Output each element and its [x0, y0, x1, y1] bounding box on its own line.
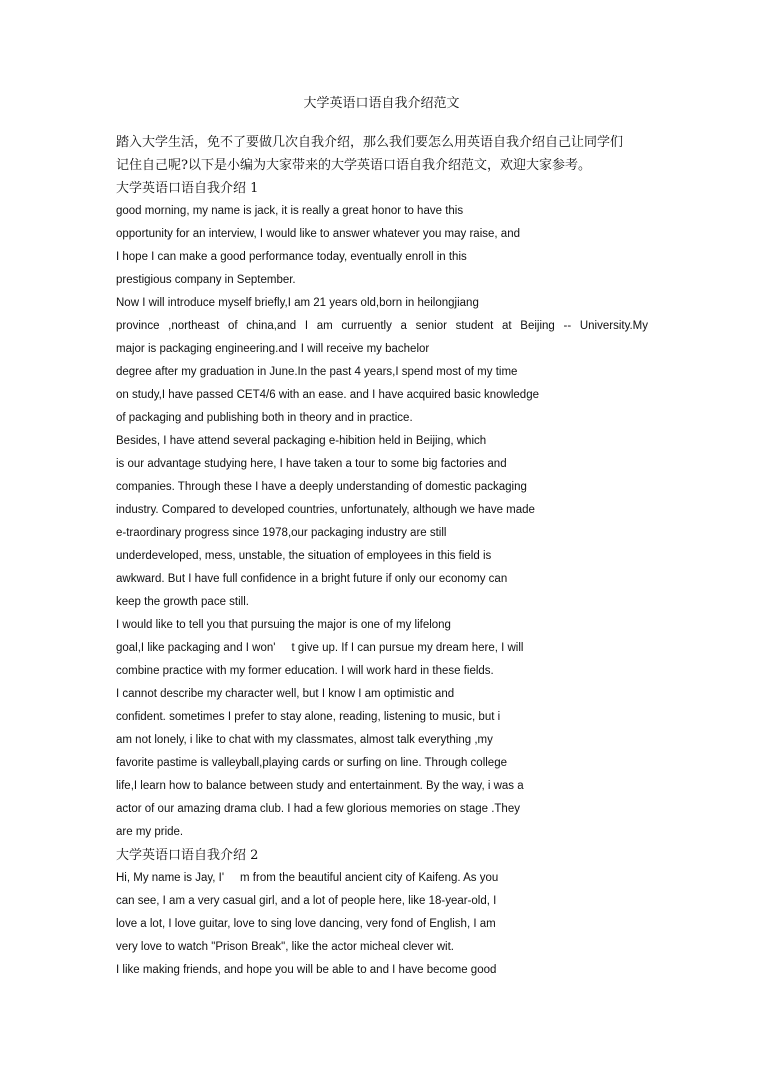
paragraph-line: are my pride.	[116, 826, 184, 838]
paragraph-line: I would like to tell you that pursuing the major is one of my lifelong	[116, 619, 451, 631]
paragraph-line: on study,I have passed CET4/6 with an ease. and I have acquired basic knowledge	[116, 389, 539, 401]
paragraph-line: awkward. But I have full confidence in a bright future if only our economy can	[116, 573, 508, 585]
document-title: 大学英语口语自我介绍范文	[303, 96, 460, 111]
paragraph-line: opportunity for an interview, I would like to answer whatever you may raise, and	[116, 228, 520, 240]
section-heading-1: 大学英语口语自我介绍 1	[116, 181, 259, 196]
paragraph-line: underdeveloped, mess, unstable, the situation of employees in this field is	[116, 550, 492, 562]
paragraph-line: keep the growth pace still.	[116, 596, 249, 608]
paragraph-line: I cannot describe my character well, but I know I am optimistic and	[116, 688, 455, 700]
intro-line: 踏入大学生活，免不了要做几次自我介绍，那么我们要怎么用英语自我介绍自己让同学们	[116, 135, 624, 150]
paragraph-line: very love to watch "Prison Break", like the actor micheal clever wit.	[116, 941, 454, 953]
document-body	[116, 131, 656, 982]
paragraph-line: industry. Compared to developed countries, unfortunately, although we have made	[116, 504, 535, 516]
paragraph-line: goal,I like packaging and I won' t give up. If I can pursue my dream here, I will	[116, 642, 524, 654]
paragraph-line: e-traordinary progress since 1978,our packaging industry are still	[116, 527, 447, 539]
paragraph-line: good morning, my name is jack, it is really a great honor to have this	[116, 205, 464, 217]
paragraph-line: major is packaging engineering.and I will receive my bachelor	[116, 343, 430, 355]
section-heading-2: 大学英语口语自我介绍 2	[116, 848, 259, 863]
paragraph-line: Now I will introduce myself briefly,I am 21 years old,born in heilongjiang	[116, 297, 479, 309]
paragraph-line: Besides, I have attend several packaging e-hibition held in Beijing, which	[116, 435, 487, 447]
paragraph-line: love a lot, I love guitar, love to sing love dancing, very fond of English, I am	[116, 918, 496, 930]
paragraph-line: I like making friends, and hope you will be able to and I have become good	[116, 964, 497, 976]
paragraph-line: Hi, My name is Jay, I' m from the beautiful ancient city of Kaifeng. As you	[116, 872, 499, 884]
paragraph-line: degree after my graduation in June.In the past 4 years,I spend most of my time	[116, 366, 518, 378]
paragraph-line: prestigious company in September.	[116, 274, 296, 286]
paragraph-line: I hope I can make a good performance today, eventually enroll in this	[116, 251, 467, 263]
paragraph-line: actor of our amazing drama club. I had a few glorious memories on stage .They	[116, 803, 520, 815]
paragraph-line: combine practice with my former education. I will work hard in these fields.	[116, 665, 494, 677]
paragraph-line: confident. sometimes I prefer to stay alone, reading, listening to music, but i	[116, 711, 501, 723]
paragraph-line: province ,northeast of china,and I am curruently a senior student at Beijing -- University.My	[116, 320, 648, 332]
intro-line: 记住自己呢?以下是小编为大家带来的大学英语口语自我介绍范文，欢迎大家参考。	[116, 158, 591, 173]
paragraph-line: life,I learn how to balance between study and entertainment. By the way, i was a	[116, 780, 524, 792]
paragraph-line: companies. Through these I have a deeply understanding of domestic packaging	[116, 481, 527, 493]
paragraph-line: is our advantage studying here, I have taken a tour to some big factories and	[116, 458, 507, 470]
paragraph-line: favorite pastime is valleyball,playing cards or surfing on line. Through college	[116, 757, 507, 769]
paragraph-line: of packaging and publishing both in theory and in practice.	[116, 412, 413, 424]
paragraph-line: can see, I am a very casual girl, and a lot of people here, like 18-year-old, I	[116, 895, 497, 907]
paragraph-line: am not lonely, i like to chat with my classmates, almost talk everything ,my	[116, 734, 493, 746]
